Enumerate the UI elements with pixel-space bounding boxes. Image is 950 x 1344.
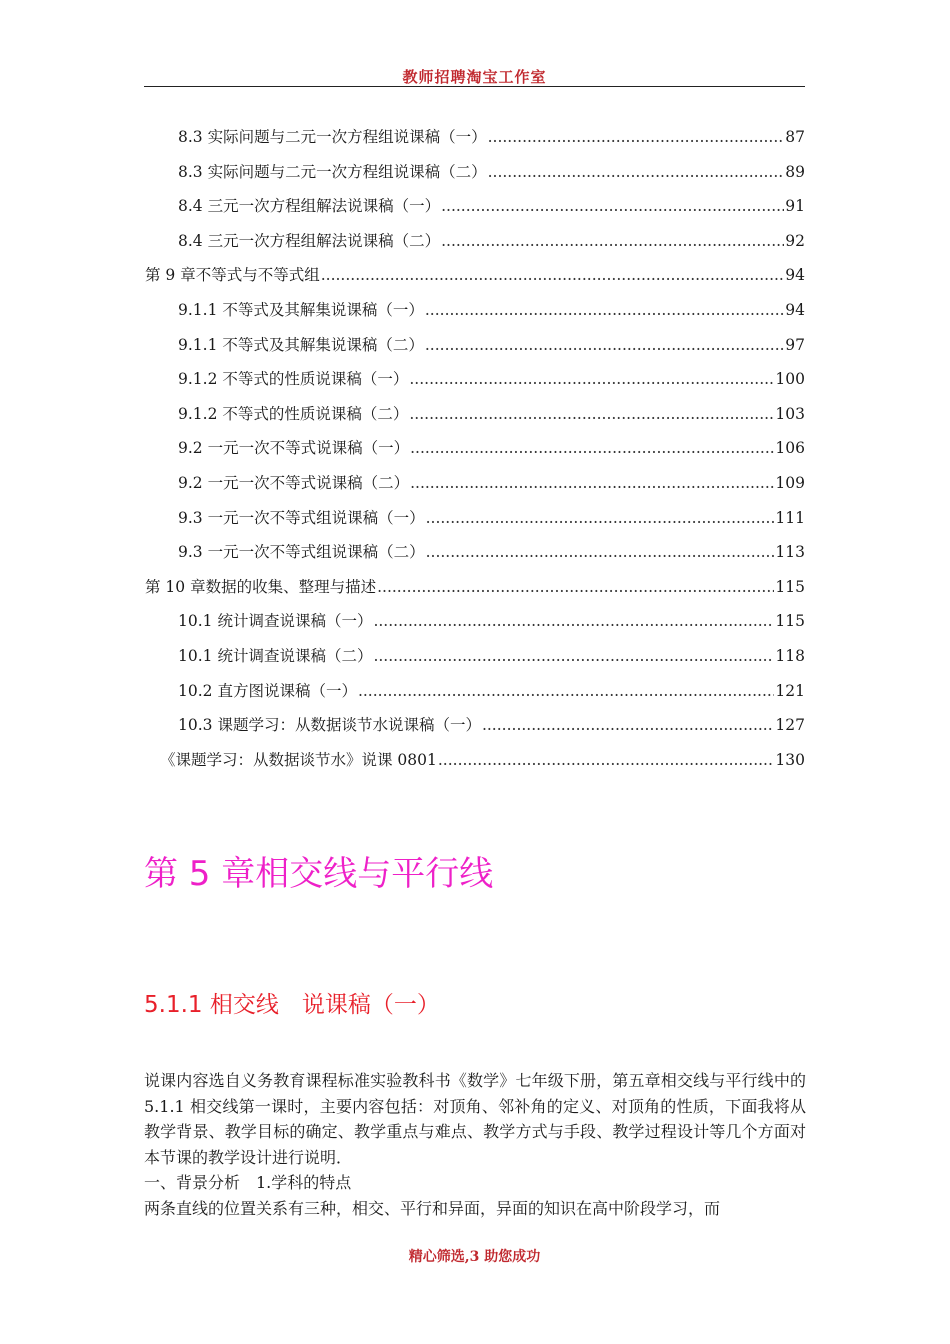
toc-entry-title: 10.1 统计调查说课稿（一）: [178, 612, 373, 631]
toc-entry[interactable]: [178, 335, 805, 355]
toc-entry[interactable]: [178, 473, 805, 493]
toc-entry-title: 9.1.2 不等式的性质说课稿（一）: [178, 370, 409, 389]
toc-entry[interactable]: [160, 750, 805, 770]
toc-entry-title: 8.3 实际问题与二元一次方程组说课稿（二）: [178, 162, 487, 181]
toc-dot-leader: [410, 438, 774, 458]
toc-dot-leader: [373, 611, 774, 631]
toc-dot-leader: [441, 231, 784, 251]
toc-entry-title: 第 9 章不等式与不等式组: [145, 266, 320, 285]
toc-entry-page: 89: [785, 162, 805, 181]
toc-entry[interactable]: [178, 162, 805, 182]
toc-dot-leader: [488, 162, 785, 182]
toc-entry-page: 103: [775, 404, 805, 423]
toc-entry-title: 第 10 章数据的收集、整理与描述: [145, 577, 377, 596]
body-paragraph: 两条直线的位置关系有三种，相交、平行和异面，异面的知识在高中阶段学习，而: [144, 1198, 721, 1218]
toc-entry-page: 91: [785, 197, 805, 216]
toc-entry[interactable]: [145, 265, 805, 285]
toc-entry-title: 9.3 一元一次不等式组说课稿（二）: [178, 543, 425, 562]
toc-entry-title: 8.4 三元一次方程组解法说课稿（二）: [178, 231, 441, 250]
toc-entry-page: 100: [775, 370, 805, 389]
toc-entry-title: 9.1.1 不等式及其解集说课稿（一）: [178, 301, 424, 319]
toc-entry-page: 127: [775, 716, 805, 735]
toc-entry-page: 118: [775, 647, 805, 665]
section-title: 5.1.1 相交线 说课稿（一）: [144, 992, 440, 1018]
toc-entry[interactable]: [145, 577, 805, 597]
body-text: [144, 1068, 806, 1221]
toc-entry-page: 94: [785, 301, 805, 319]
toc-dot-leader: [321, 265, 785, 285]
toc-dot-leader: [409, 369, 774, 389]
toc-entry[interactable]: [178, 196, 805, 216]
toc-entry[interactable]: [178, 508, 805, 528]
toc-entry[interactable]: [178, 127, 805, 147]
toc-entry-title: 9.2 一元一次不等式说课稿（一）: [178, 439, 410, 458]
toc-entry-page: 111: [775, 508, 805, 527]
page-footer: 精心筛选,3 助您成功: [408, 1249, 541, 1265]
toc-entry-title: 9.1.2 不等式的性质说课稿（二）: [178, 404, 409, 423]
body-paragraph: 一、背景分析 1.学科的特点: [144, 1173, 352, 1192]
toc-dot-leader: [358, 681, 774, 701]
toc-entry-title: 8.4 三元一次方程组解法说课稿（一）: [178, 197, 441, 216]
toc-entry-page: 115: [775, 577, 805, 596]
body-paragraph: 说课内容选自义务教育课程标准实验教科书《数学》七年级下册，第五章相交线与平行线中的 5.1.1 相交线第一课时，主要内容包括：对顶角、邻补角的定义、对顶角的性质，下面我将从教学背景、教学目标的确定、教学重点与难点、教学方式与手段、教学过程设计等几个方面对本节课的教学设计进行说明．: [144, 1071, 806, 1167]
toc-entry-title: 8.3 实际问题与二元一次方程组说课稿（一）: [178, 128, 487, 146]
toc-entry-page: 130: [775, 750, 805, 769]
toc-entry[interactable]: [178, 404, 805, 424]
toc-entry-page: 97: [785, 335, 805, 354]
page-header: 教师招聘淘宝工作室: [402, 68, 547, 86]
toc-entry[interactable]: [178, 231, 805, 251]
toc-dot-leader: [425, 300, 784, 320]
toc-entry-page: 106: [775, 439, 805, 458]
toc-entry[interactable]: [178, 542, 805, 562]
toc-entry[interactable]: [178, 369, 805, 389]
toc-entry[interactable]: [178, 611, 805, 631]
toc-dot-leader: [426, 542, 775, 562]
chapter-title: 第 5 章相交线与平行线: [144, 854, 494, 894]
toc-entry-title: 10.1 统计调查说课稿（二）: [178, 647, 373, 665]
toc-entry-page: 109: [775, 474, 805, 492]
toc-dot-leader: [488, 127, 785, 147]
toc-dot-leader: [410, 473, 774, 493]
toc-entry-title: 10.2 直方图说课稿（一）: [178, 681, 357, 700]
toc-dot-leader: [409, 404, 774, 424]
toc-dot-leader: [377, 577, 774, 597]
toc-entry-page: 94: [785, 266, 805, 285]
toc-entry-page: 92: [785, 231, 805, 250]
header-divider: [144, 86, 805, 87]
toc-entry-title: 9.1.1 不等式及其解集说课稿（二）: [178, 335, 424, 354]
toc-dot-leader: [426, 508, 775, 528]
toc-dot-leader: [425, 335, 784, 355]
toc-dot-leader: [482, 715, 774, 735]
toc-entry[interactable]: [178, 300, 805, 320]
toc-dot-leader: [438, 750, 775, 770]
toc-entry-title: 10.3 课题学习：从数据谈节水说课稿（一）: [178, 716, 481, 735]
toc-entry[interactable]: [178, 681, 805, 701]
toc-entry-title: 9.3 一元一次不等式组说课稿（一）: [178, 508, 425, 527]
toc-entry-page: 87: [785, 128, 805, 146]
toc-entry-title: 《课题学习：从数据谈节水》说课 0801: [160, 750, 437, 769]
toc-dot-leader: [441, 196, 784, 216]
toc-entry-page: 121: [775, 681, 805, 700]
toc-dot-leader: [373, 646, 774, 666]
toc-entry[interactable]: [178, 715, 805, 735]
toc-entry-page: 113: [775, 543, 805, 562]
toc-entry[interactable]: [178, 438, 805, 458]
toc-entry-title: 9.2 一元一次不等式说课稿（二）: [178, 474, 410, 492]
toc-entry-page: 115: [775, 612, 805, 631]
toc-entry[interactable]: [178, 646, 805, 666]
